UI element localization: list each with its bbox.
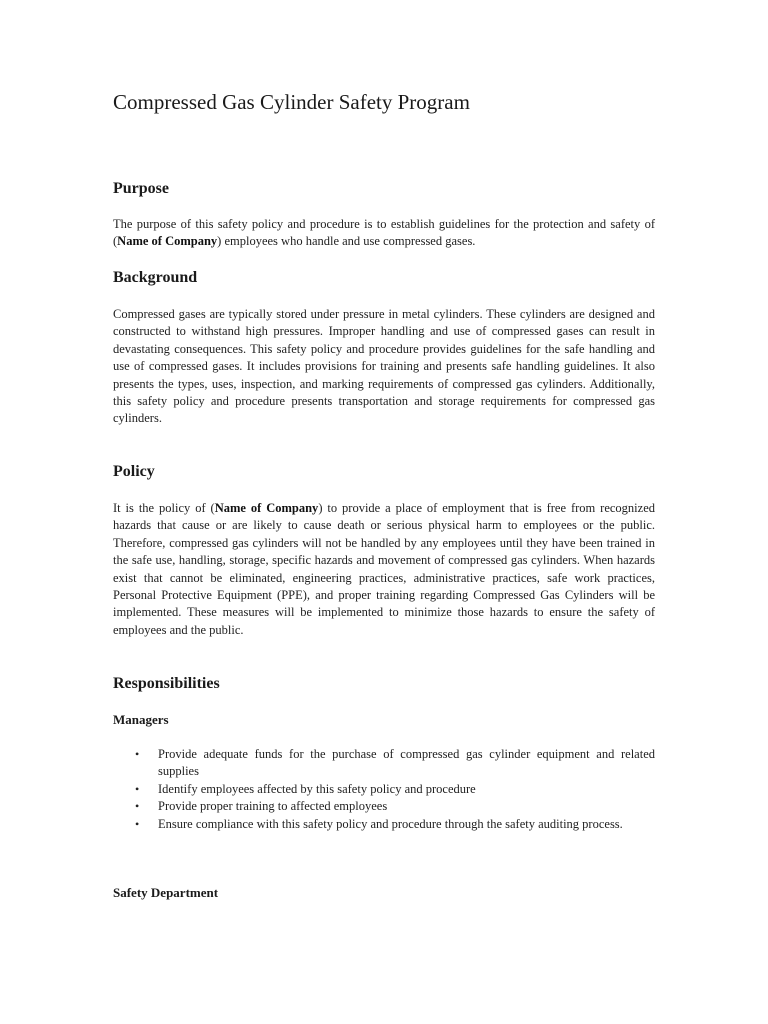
policy-paragraph: [113, 500, 655, 639]
policy-heading: Policy: [113, 463, 155, 480]
list-item: [113, 781, 655, 798]
list-item-text: Provide proper training to affected employees: [158, 799, 388, 814]
purpose-text-start: The purpose of this safety policy and procedure is to establish guidelines for the protection and safety of (: [113, 217, 655, 249]
responsibilities-heading: Responsibilities: [113, 675, 220, 692]
managers-responsibilities-list: [113, 746, 655, 833]
bullet-icon: •: [135, 781, 140, 796]
safety-department-subheading: Safety Department: [113, 885, 219, 900]
list-item-text: Ensure compliance with this safety policy and procedure through the safety auditing process.: [158, 816, 623, 831]
company-name-placeholder: Name of Company: [117, 234, 218, 249]
bullet-icon: •: [135, 816, 140, 831]
list-item-text: Provide adequate funds for the purchase of compressed gas cylinder equipment and related supplies: [158, 747, 655, 779]
background-paragraph: Compressed gases are typically stored under pressure in metal cylinders. These cylinders are designed and constructed to withstand high pressures. Improper handling and use of compressed gases can result in devastating consequences. This safety policy and procedure provides guidelines for the safe handling and use of compressed gases. It includes provisions for training and presents safe handling guidelines. It also presents the types, uses, inspection, and marking requirements of compressed gas cylinders. Additionally, this safety policy and procedure presents transportation and storage requirements for compressed gas cylinders.: [113, 307, 655, 426]
managers-subheading: Managers: [113, 712, 169, 727]
purpose-heading: Purpose: [113, 180, 169, 197]
list-item-text: Identify employees affected by this safety policy and procedure: [158, 781, 476, 796]
document-title: Compressed Gas Cylinder Safety Program: [113, 90, 470, 114]
list-item: [113, 746, 655, 781]
bullet-icon: •: [135, 747, 140, 761]
purpose-paragraph: [113, 216, 655, 251]
policy-text-end: ) to provide a place of employment that is free from recognized hazards that cause or are likely to cause death or serious physical harm to employees or the public. Therefore, compressed gas cylinders will not be handled by any employees until they have been trained in the safe use, handling, storage, specific hazards and movement of compressed gas cylinders. When hazards exist that cannot be eliminated, engineering practices, administrative practices, safe work practices, Personal Protective Equipment (PPE), and proper training regarding Compressed Gas Cylinders will be implemented. These measures will be implemented to minimize those hazards to ensure the safety of employees and the public.: [113, 501, 656, 637]
list-item: [113, 798, 655, 815]
policy-text-start: It is the policy of (: [113, 501, 215, 515]
background-heading: Background: [113, 269, 198, 286]
bullet-icon: •: [135, 799, 140, 814]
list-item: [113, 816, 655, 833]
purpose-text-end: ) employees who handle and use compressed gases.: [217, 234, 476, 249]
company-name-placeholder: Name of Company: [214, 501, 319, 515]
